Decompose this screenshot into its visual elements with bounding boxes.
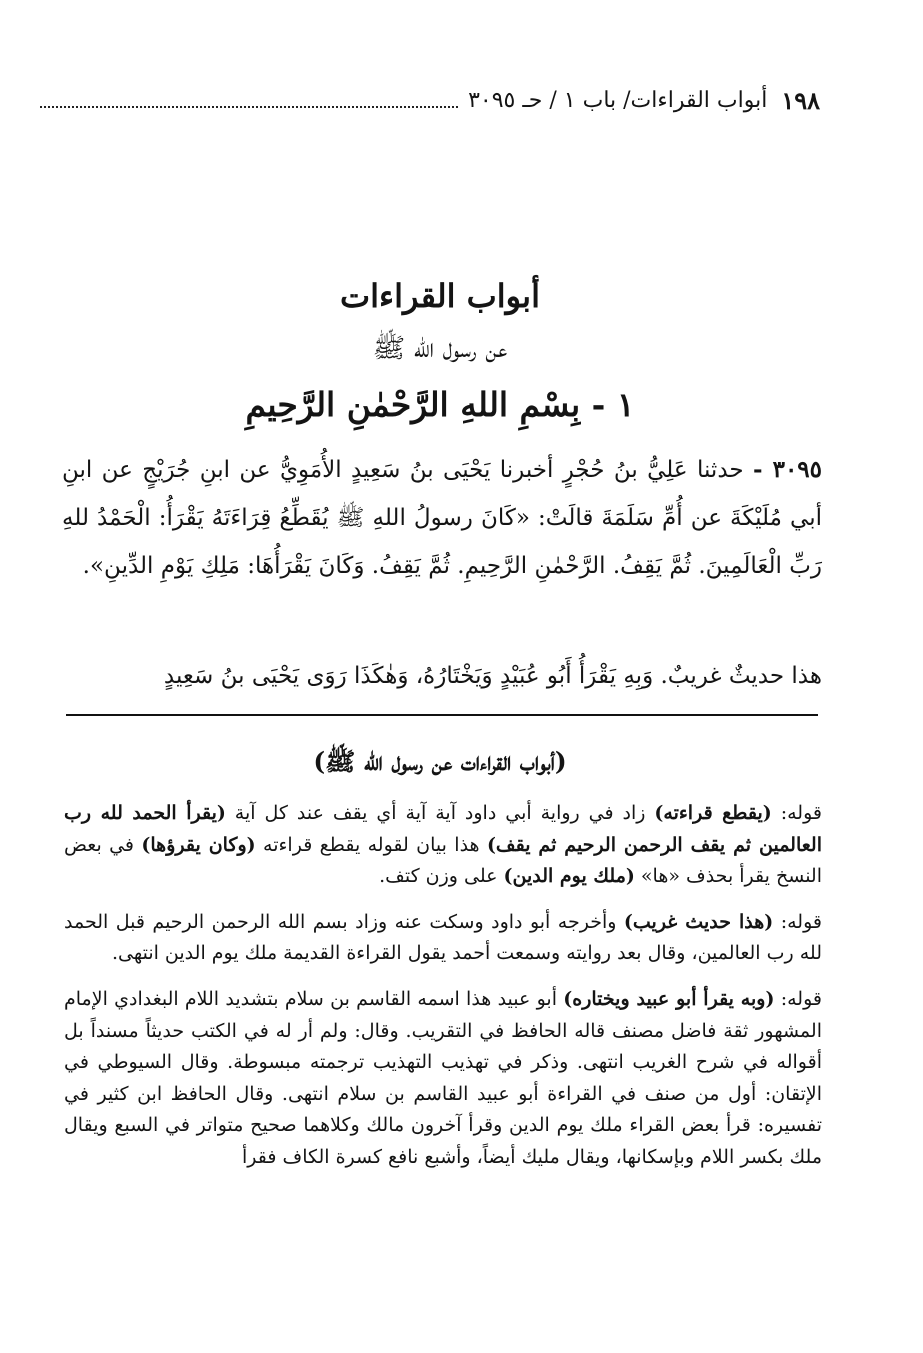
commentary-paragraph [64, 907, 822, 970]
running-header [30, 80, 820, 120]
author-comment: هذا حديثٌ غريبٌ. وَبِهِ يَقْرَأُ أَبُو عُبَيْدٍ وَيَخْتَارُهُ، وَهٰكَذَا رَوَى يَحْيَى بنُ سَعِيدٍ [163, 663, 822, 689]
note-quote: (ملك يوم الدين) [503, 865, 635, 888]
chapter-heading [60, 268, 820, 436]
footnote-divider [66, 714, 818, 716]
note-text: أبو عبيد هذا اسمه القاسم بن سلام بتشديد اللام البغدادي الإمام المشهور ثقة فاضل مصنف قاله الحافظ في التقريب. وقال: ولم أر له في الكتب حديثاً مسنداً بل أقواله في شرح الغريب انتهى. وذكر في تهذيب التهذيب ترجمته مبسوطة. وقال السيوطي في الإتقان: أول من صنف في القراءة أبو عبيد القاسم بن سلام انتهى. وقال الحافظ ابن كثير في تفسيره: قرأ بعض القراء ملك يوم الدين وقرأ آخرون مالك وكلاهما صحيح متواتر في السبع ويقال ملك بكسر اللام وبإسكانها، ويقال مليك أيضاً، وأشبع نافع كسرة الكاف فقرأ [64, 987, 822, 1168]
note-text: قوله: [774, 987, 822, 1010]
note-quote: (وكان يقرؤها) [141, 833, 256, 856]
note-text: زاد في رواية أبي داود آية آية أي يقف عند كل آية [225, 802, 655, 824]
note-text: على وزن كتف. [379, 865, 504, 888]
section-title: ١ - بِسْمِ اللهِ الرَّحْمٰنِ الرَّحِيمِ [245, 385, 635, 424]
hadith-number: ٣٠٩٥ - [752, 456, 823, 483]
page-number: ١٩٨ [781, 85, 820, 115]
note-text: هذا بيان لقوله يقطع قراءته [255, 833, 487, 856]
note-text: وأخرجه أبو داود وسكت عنه وزاد بسم الله الرحمن الرحيم قبل الحمد لله رب العالمين، وقال بعد روايته وسمعت أحمد يقول القراءة القديمة ملك يوم الدين انتهى. [64, 910, 822, 965]
hadith-text [62, 446, 822, 590]
note-text: في بعض النسخ يقرأ بحذف «ها» [64, 833, 822, 888]
dotted-leader [40, 92, 458, 108]
note-quote: (يقطع قراءته) [654, 802, 772, 824]
commentary [64, 798, 822, 1188]
note-quote: (يقرأ الحمد لله رب العالمين ثم يقف الرحمن الرحيم ثم يقف) [64, 802, 822, 856]
note-quote: (وبه يقرأ أبو عبيد ويختاره) [563, 987, 775, 1010]
commentary-paragraph [64, 798, 822, 893]
hadith-body: حدثنا عَلِيُّ بنُ حُجْرٍ أخبرنا يَحْيَى بنُ سَعِيدٍ الأُمَوِيُّ عن ابنِ جُرَيْجٍ عن ابنِ أبي مُلَيْكَةَ عن أُمِّ سَلَمَةَ قالَتْ: «كَانَ رسولُ اللهِ ﷺ يُقَطِّعُ قِرَاءَتَهُ يَقْرَأُ: الْحَمْدُ للهِ رَبِّ الْعَالَمِينَ. ثُمَّ يَقِفُ. الرَّحْمٰنِ الرَّحِيمِ. ثُمَّ يَقِفُ. وَكَانَ يَقْرَأُهَا: مَلِكِ يَوْمِ الدِّينِ». [62, 457, 822, 579]
chapter-subtitle: عن رسول الله ﷺ [372, 333, 508, 364]
running-title: أبواب القراءات/ باب ١ / حـ ٣٠٩٥ [468, 87, 768, 113]
note-quote: (هذا حديث غريب) [623, 910, 774, 933]
note-text: قوله: [771, 802, 822, 824]
commentary-paragraph [64, 984, 822, 1174]
note-text: قوله: [773, 910, 822, 933]
commentary-title: (أبواب القراءات عن رسول الله ﷺ) [313, 747, 567, 776]
chapter-title: أبواب القراءات [340, 277, 540, 315]
